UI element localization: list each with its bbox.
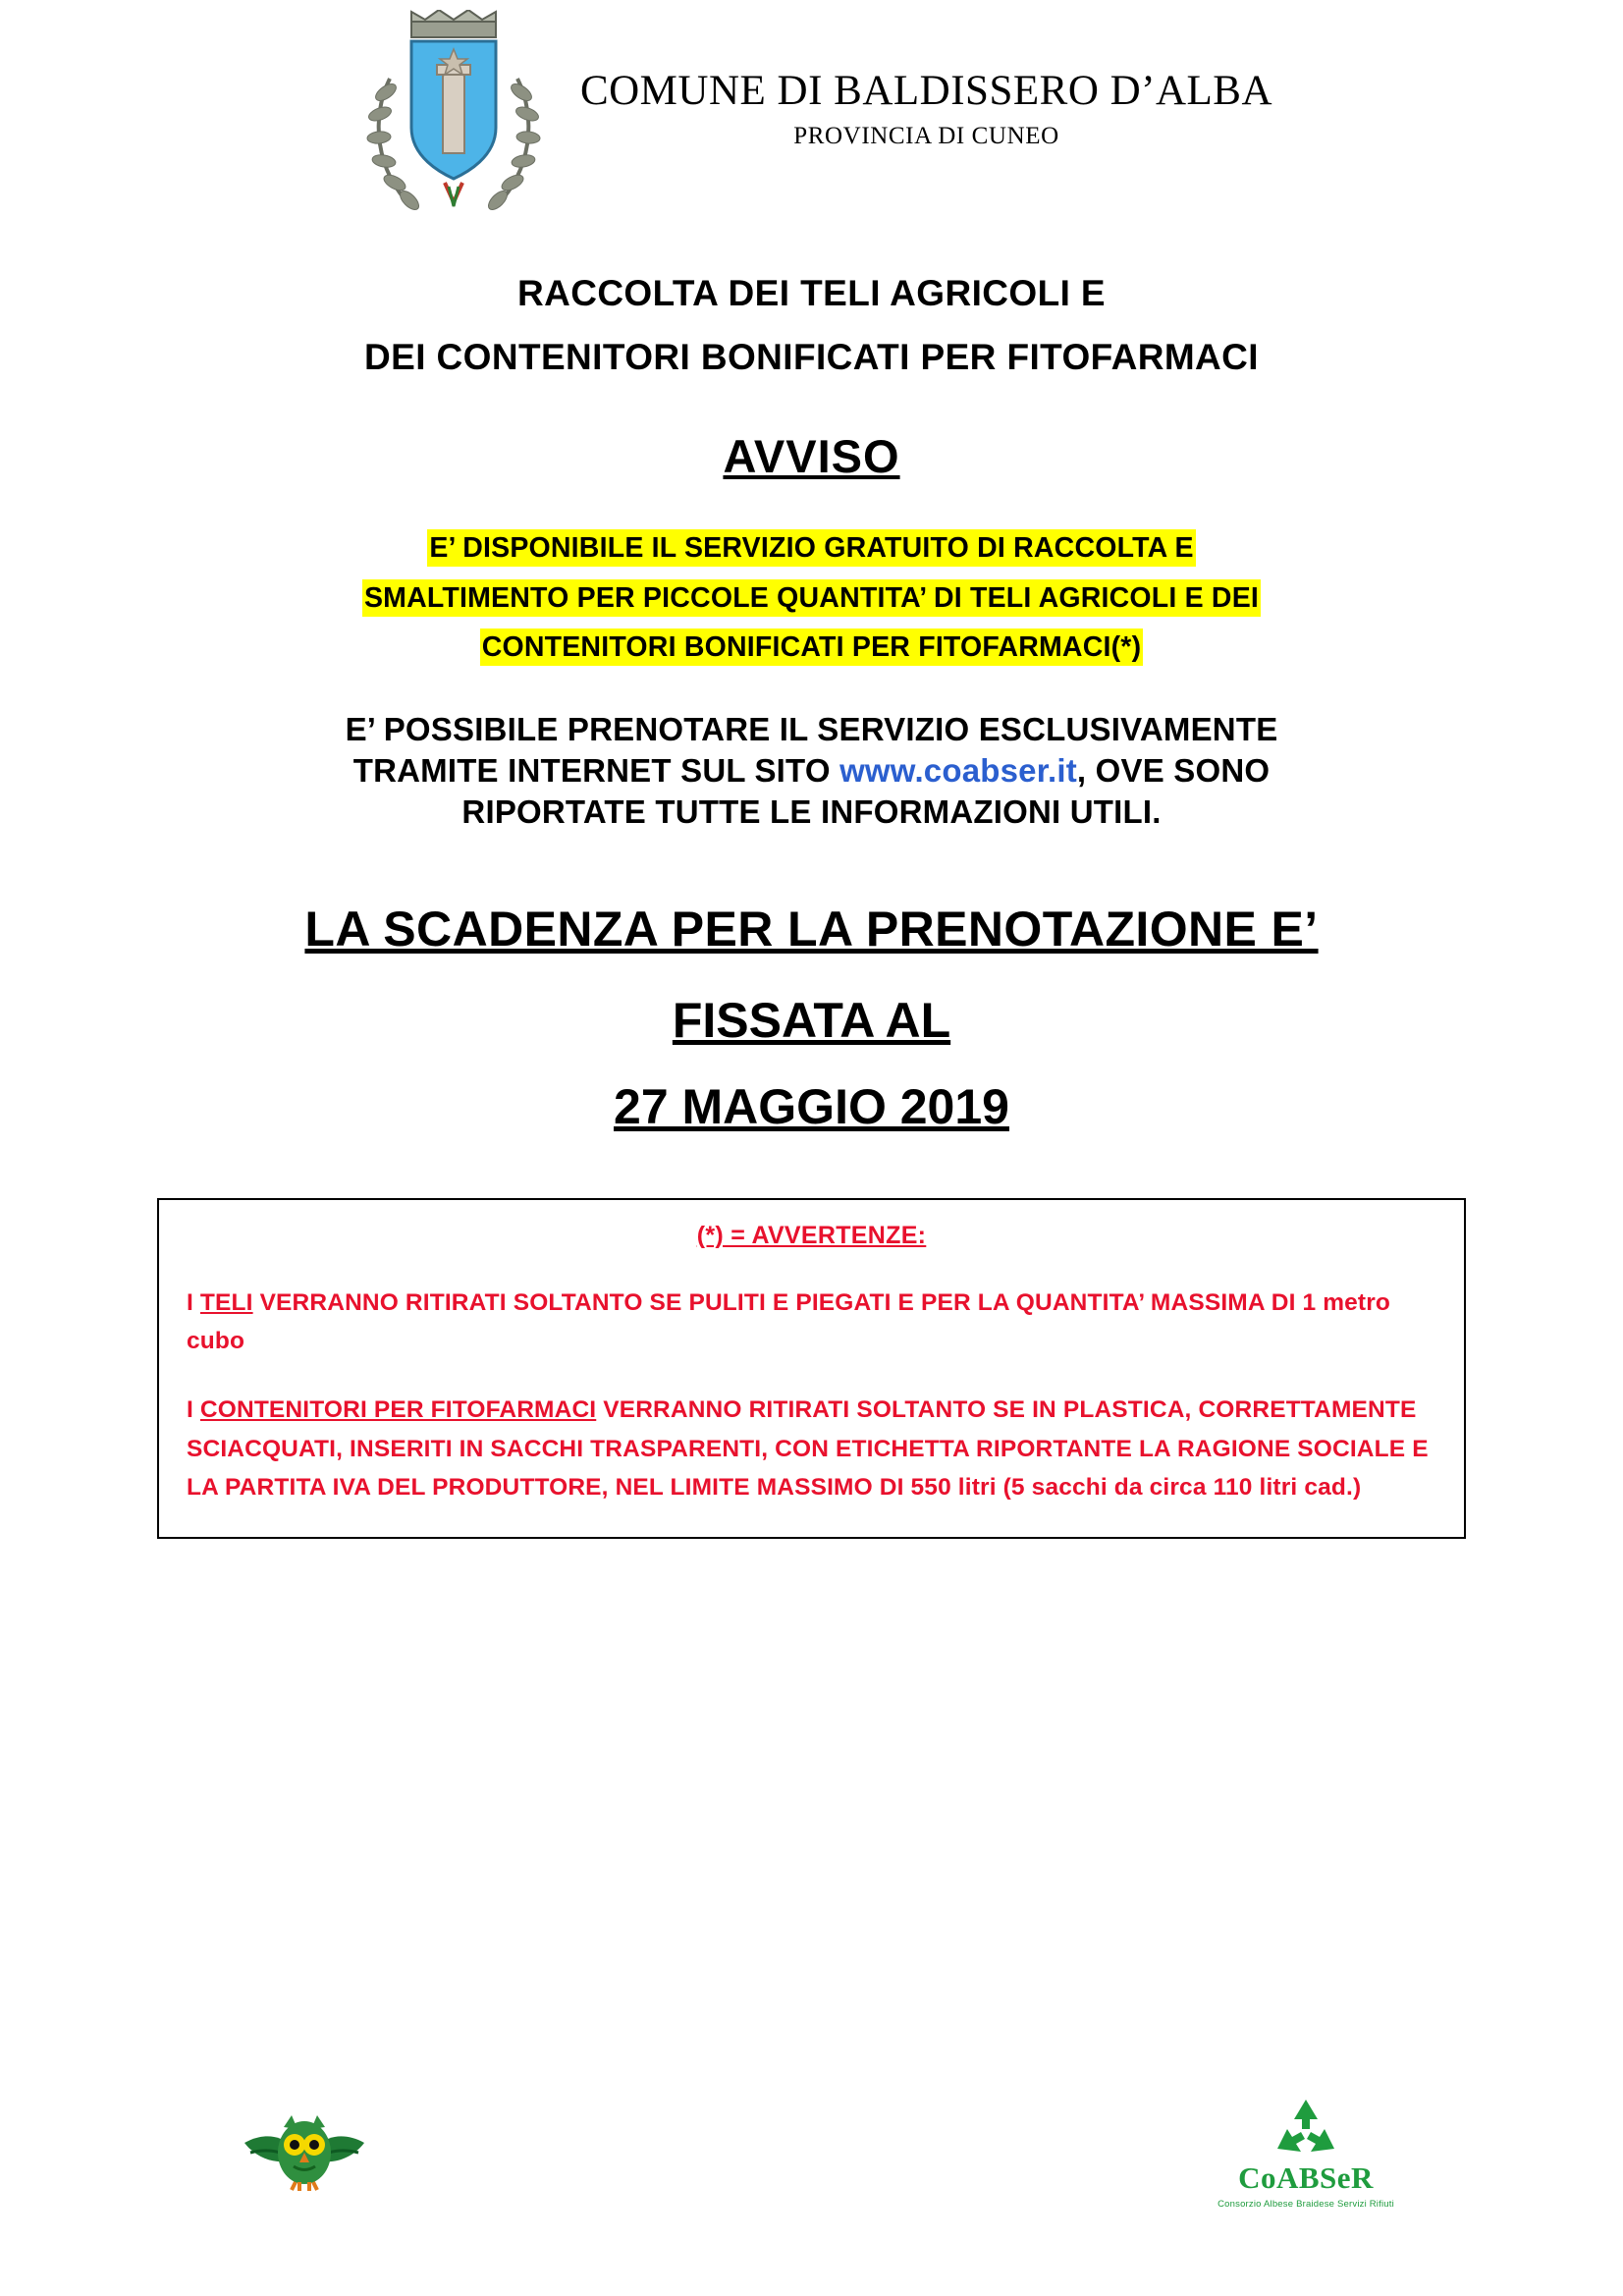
warning-1-body: VERRANNO RITIRATI SOLTANTO SE PULITI E PIEGATI E PER LA QUANTITA’ MASSIMA DI 1 metro cubo xyxy=(187,1288,1391,1355)
coabser-website-link[interactable]: www.coabser.it xyxy=(839,751,1077,789)
recycle-icon xyxy=(1271,2098,1340,2159)
provincia-subtitle: PROVINCIA DI CUNEO xyxy=(793,123,1059,149)
warnings-box xyxy=(157,1198,1466,1539)
warning-2-prefix: I xyxy=(187,1396,200,1424)
coabser-subtitle: Consorzio Albese Braidese Servizi Rifiuti xyxy=(1217,2199,1394,2210)
warnings-title: (*) = AVVERTENZE: xyxy=(696,1221,927,1249)
warning-1-prefix: I xyxy=(187,1288,200,1316)
deadline-block xyxy=(0,903,1623,1133)
info-line-2 xyxy=(0,750,1623,792)
warning-paragraph-teli xyxy=(187,1284,1436,1361)
comune-title: COMUNE DI BALDISSERO D’ALBA xyxy=(579,68,1273,114)
highlight-line-3 xyxy=(0,633,1623,662)
coat-of-arms-icon xyxy=(351,10,557,246)
info-line-2-suffix: , OVE SONO xyxy=(1076,751,1271,789)
warning-2-body: VERRANNO RITIRATI SOLTANTO SE IN PLASTICA, CORRETTAMENTE SCIACQUATI, INSERITI IN SACCHI TRASPARENTI, CON ETICHETTA RIPORTANTE LA RAGIONE SOCIALE E LA PARTITA IVA DEL PRODUTTORE, NEL LIMITE MASSIMO DI 550 litri (5 sacchi da circa 110 litri cad.) xyxy=(187,1396,1429,1502)
deadline-date: 27 MAGGIO 2019 xyxy=(614,1079,1009,1135)
document-header xyxy=(0,0,1623,246)
header-text xyxy=(580,10,1272,150)
avviso-heading: AVVISO xyxy=(723,430,900,482)
info-line-1: E’ POSSIBILE PRENOTARE IL SERVIZIO ESCLUSIVAMENTE xyxy=(345,710,1278,747)
booking-info-paragraph xyxy=(0,709,1623,834)
deadline-line-2: FISSATA AL xyxy=(672,992,951,1048)
highlighted-notice xyxy=(0,534,1623,662)
highlight-line-1-text: E’ DISPONIBILE IL SERVIZIO GRATUITO DI RACCOLTA E xyxy=(427,529,1195,567)
coabser-name: CoABSeR xyxy=(1238,2160,1374,2195)
deadline-line-1: LA SCADENZA PER LA PRENOTAZIONE E’ xyxy=(304,902,1319,957)
poster-title xyxy=(0,275,1623,483)
warning-paragraph-contenitori xyxy=(187,1391,1436,1507)
coabser-logo xyxy=(1193,2098,1419,2210)
warning-1-keyword: TELI xyxy=(199,1288,253,1316)
highlight-line-2-text: SMALTIMENTO PER PICCOLE QUANTITA’ DI TELI AGRICOLI E DEI xyxy=(362,579,1261,617)
highlight-line-1 xyxy=(0,534,1623,563)
info-line-2-prefix: TRAMITE INTERNET SUL SITO xyxy=(352,751,840,789)
owl-icon xyxy=(241,2109,368,2194)
title-line-2: DEI CONTENITORI BONIFICATI PER FITOFARMACI xyxy=(364,337,1259,377)
info-line-3: RIPORTATE TUTTE LE INFORMAZIONI UTILI. xyxy=(461,793,1162,830)
footer-logos xyxy=(0,2098,1623,2245)
highlight-line-3-text: CONTENITORI BONIFICATI PER FITOFARMACI(*) xyxy=(480,629,1144,666)
highlight-line-2 xyxy=(0,581,1623,614)
warning-2-keyword: CONTENITORI PER FITOFARMACI xyxy=(199,1396,597,1424)
title-line-1: RACCOLTA DEI TELI AGRICOLI E xyxy=(516,273,1107,313)
